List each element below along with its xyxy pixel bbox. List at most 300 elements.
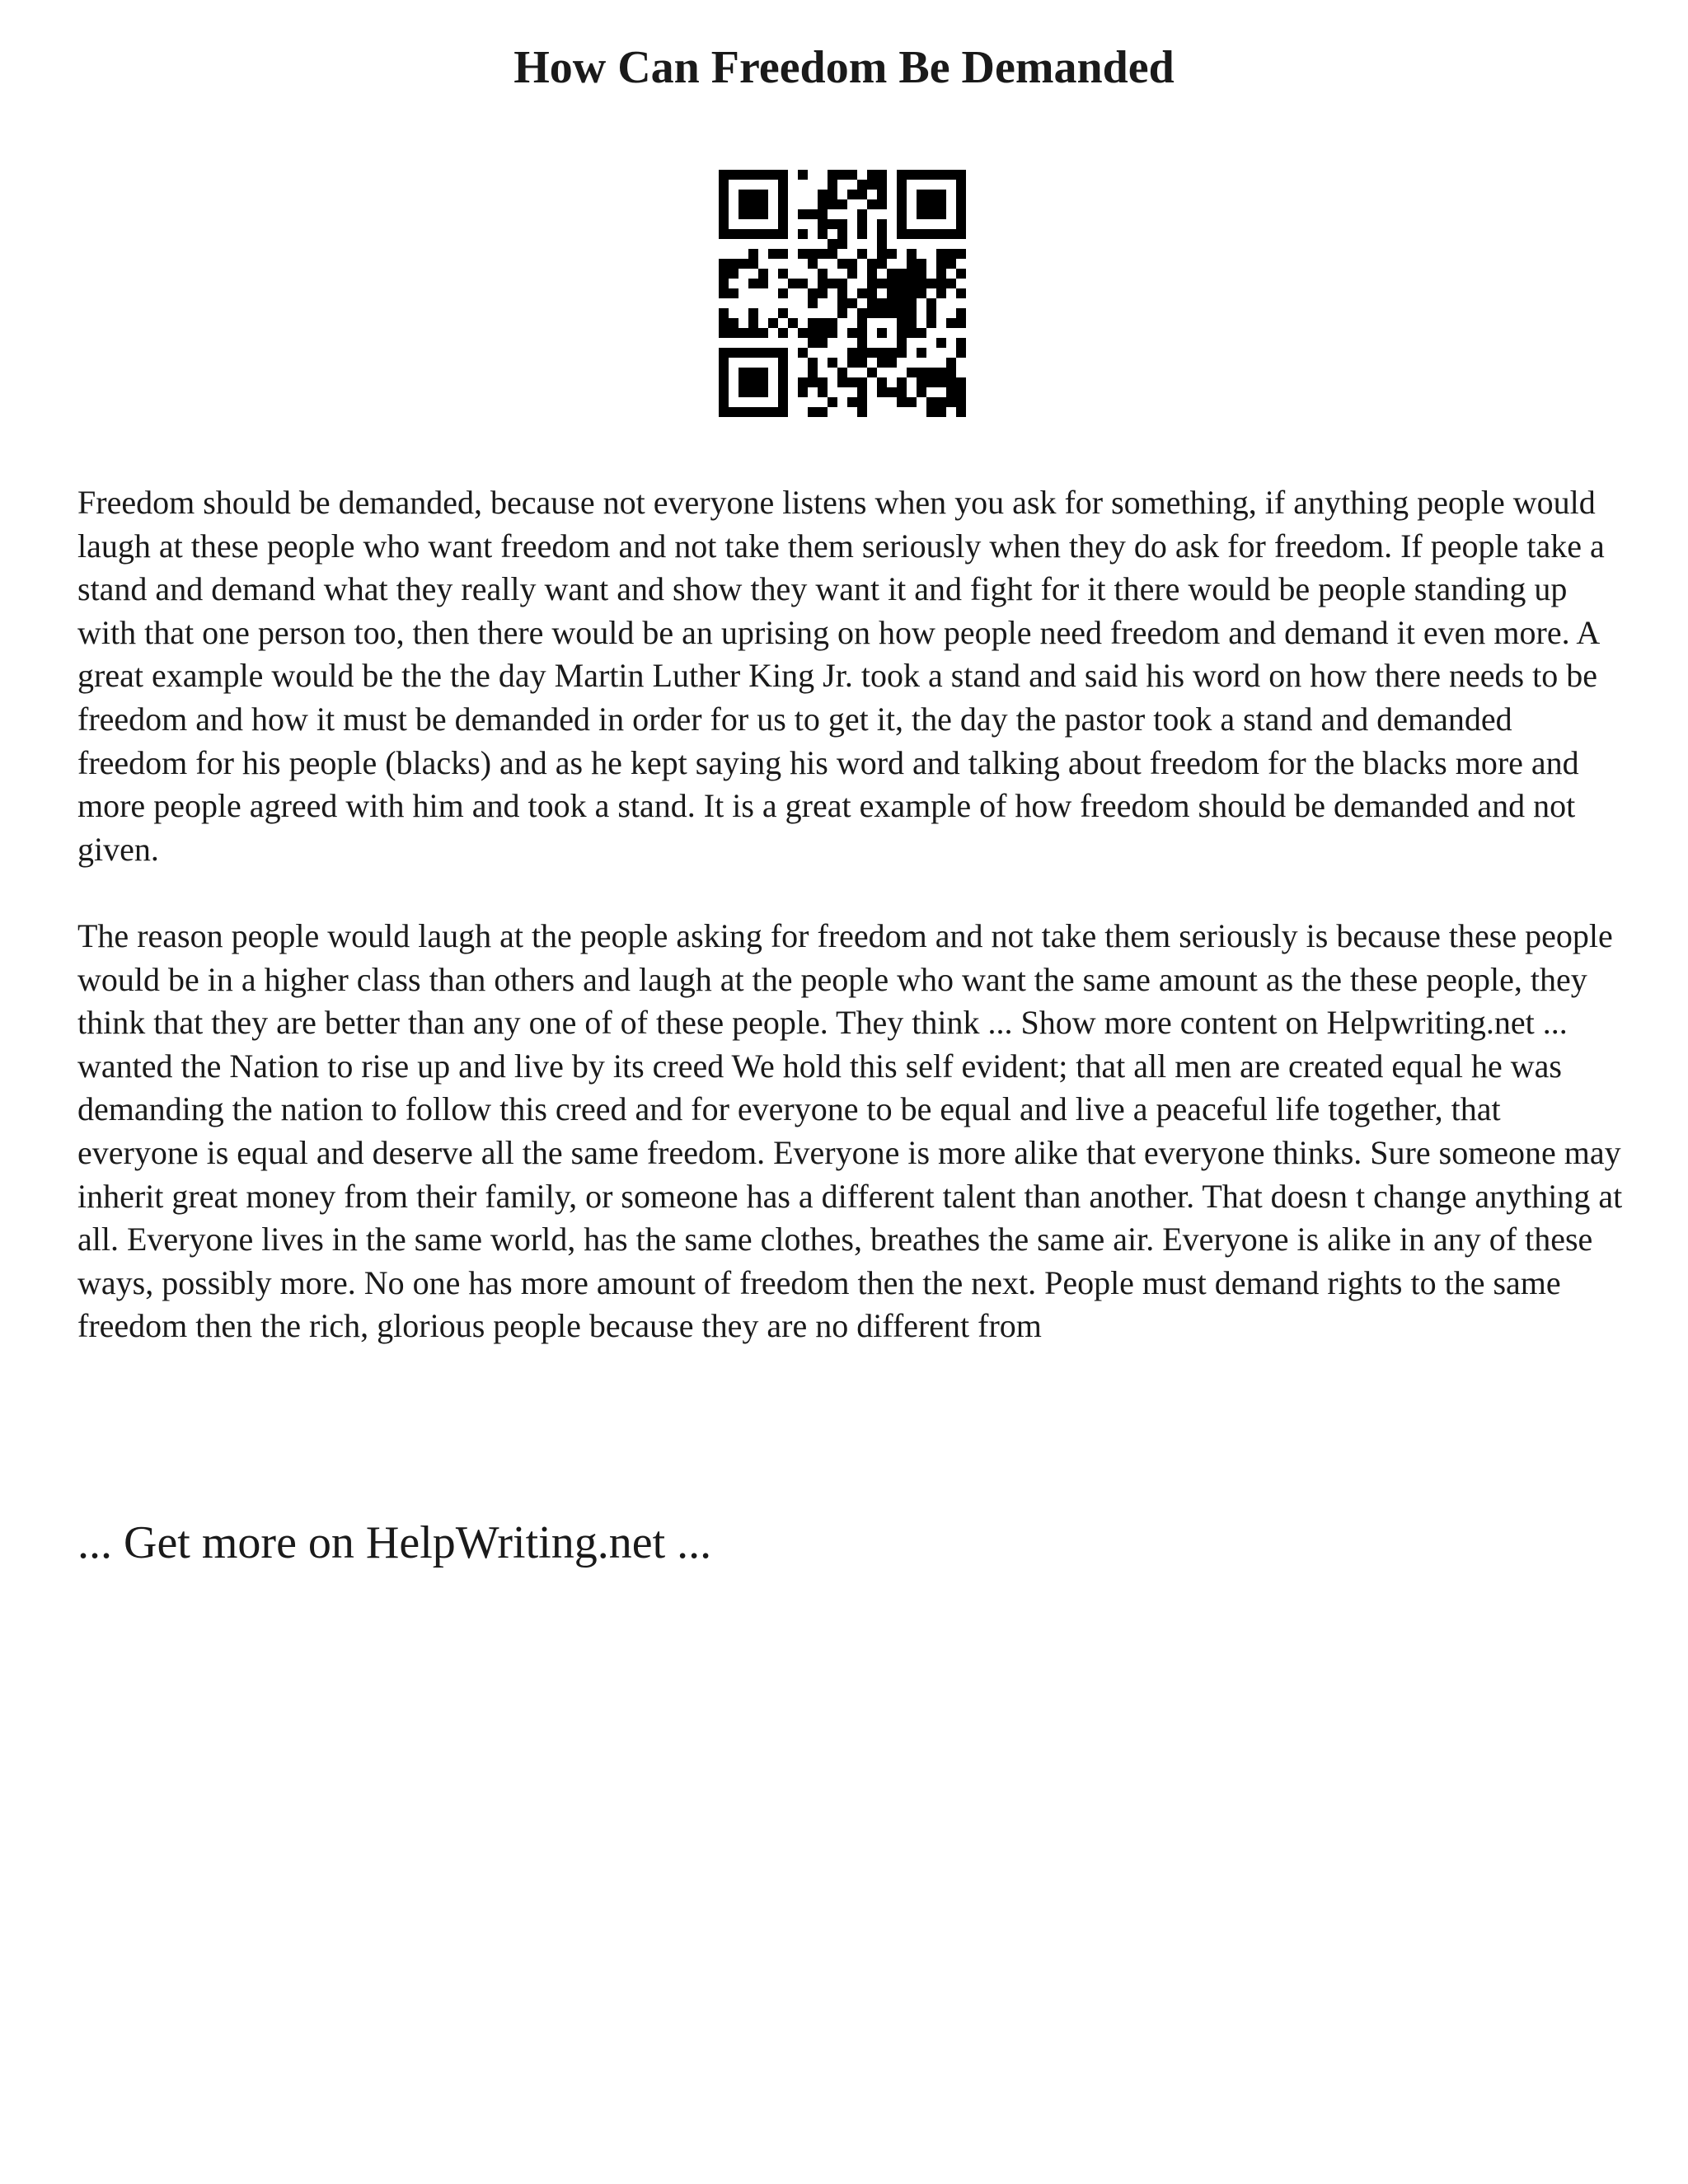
qr-module (828, 358, 837, 368)
qr-module (738, 387, 748, 397)
qr-module (837, 199, 847, 209)
qr-module (857, 387, 867, 397)
qr-module (798, 387, 808, 397)
qr-module (926, 407, 936, 417)
qr-module (808, 377, 818, 387)
qr-module (748, 377, 758, 387)
qr-module (917, 259, 926, 269)
qr-module (877, 279, 887, 288)
qr-module (847, 269, 857, 279)
qr-module (956, 397, 966, 407)
qr-module (946, 229, 956, 239)
qr-module (778, 377, 788, 387)
qr-module (857, 397, 867, 407)
qr-module (828, 190, 837, 199)
qr-module (818, 328, 828, 338)
qr-module (926, 397, 936, 407)
qr-module (917, 387, 926, 397)
qr-module (887, 249, 897, 259)
qr-module (936, 397, 946, 407)
qr-module (778, 190, 788, 199)
qr-module (719, 288, 729, 298)
page-title: How Can Freedom Be Demanded (513, 42, 1175, 93)
qr-module (808, 358, 818, 368)
paragraph-spacer (77, 871, 1627, 915)
qr-module (857, 328, 867, 338)
qr-module (887, 387, 897, 397)
qr-module (778, 249, 788, 259)
qr-module (857, 377, 867, 387)
qr-module (877, 328, 887, 338)
qr-module (798, 348, 808, 358)
qr-module (917, 269, 926, 279)
qr-module (719, 328, 729, 338)
qr-module (738, 190, 748, 199)
qr-module (818, 318, 828, 328)
qr-module (719, 308, 729, 318)
qr-module (946, 377, 956, 387)
qr-module (917, 190, 926, 199)
qr-module (887, 269, 897, 279)
qr-module (828, 180, 837, 190)
qr-module (936, 377, 946, 387)
qr-module (877, 180, 887, 190)
qr-module (897, 288, 907, 298)
qr-module (857, 318, 867, 328)
qr-module (758, 199, 768, 209)
qr-module (758, 328, 768, 338)
qr-module (818, 288, 828, 298)
qr-module (748, 318, 758, 328)
qr-module (946, 170, 956, 180)
qr-module (936, 288, 946, 298)
qr-module (758, 348, 768, 358)
qr-module (857, 358, 867, 368)
qr-module (956, 170, 966, 180)
qr-module (946, 358, 956, 368)
qr-module (719, 190, 729, 199)
qr-module (956, 348, 966, 358)
qr-module (857, 338, 867, 348)
qr-module (956, 387, 966, 397)
qr-module (808, 407, 818, 417)
qr-module (778, 180, 788, 190)
qr-module (956, 249, 966, 259)
qr-module (808, 288, 818, 298)
qr-module (857, 190, 867, 199)
qr-module (936, 279, 946, 288)
qr-module (926, 190, 936, 199)
qr-module (897, 219, 907, 229)
qr-module (857, 348, 867, 358)
qr-module (946, 259, 956, 269)
qr-module (738, 348, 748, 358)
qr-module (748, 387, 758, 397)
qr-module (887, 348, 897, 358)
qr-module (729, 259, 738, 269)
qr-module (946, 279, 956, 288)
qr-module (867, 298, 877, 308)
qr-module (837, 239, 847, 249)
qr-module (808, 338, 818, 348)
qr-module (828, 328, 837, 338)
qr-module (719, 229, 729, 239)
qr-module (729, 229, 738, 239)
qr-module (936, 249, 946, 259)
qr-module (867, 170, 877, 180)
qr-module (748, 170, 758, 180)
qr-module (818, 209, 828, 219)
qr-module (926, 368, 936, 377)
qr-module (837, 279, 847, 288)
qr-module (837, 219, 847, 229)
qr-module (897, 269, 907, 279)
qr-module (936, 199, 946, 209)
qr-module (897, 190, 907, 199)
qr-module (758, 190, 768, 199)
qr-module (936, 190, 946, 199)
qr-module (867, 180, 877, 190)
qr-module (837, 368, 847, 377)
qr-module (778, 328, 788, 338)
qr-module (936, 209, 946, 219)
qr-module (897, 318, 907, 328)
qr-module (877, 239, 887, 249)
qr-module (897, 209, 907, 219)
qr-module (818, 338, 828, 348)
qr-module (936, 338, 946, 348)
qr-module (956, 308, 966, 318)
qr-module (956, 269, 966, 279)
qr-module (946, 387, 956, 397)
qr-module (907, 298, 917, 308)
qr-module (857, 229, 867, 239)
qr-module (818, 199, 828, 209)
qr-module (956, 407, 966, 417)
qr-module (719, 199, 729, 209)
get-more-link[interactable]: ... Get more on HelpWriting.net ... (77, 1517, 712, 1568)
qr-module (956, 199, 966, 209)
qr-module (798, 229, 808, 239)
qr-module (847, 298, 857, 308)
qr-module (857, 180, 867, 190)
qr-module (907, 170, 917, 180)
qr-module (877, 348, 887, 358)
qr-module (847, 377, 857, 387)
qr-module (758, 407, 768, 417)
qr-module (887, 308, 897, 318)
qr-module (748, 348, 758, 358)
qr-module (828, 249, 837, 259)
qr-module (897, 180, 907, 190)
qr-module (926, 318, 936, 328)
qr-module (857, 308, 867, 318)
qr-module (917, 229, 926, 239)
qr-module (917, 328, 926, 338)
qr-module (719, 219, 729, 229)
qr-module (738, 377, 748, 387)
qr-module (907, 249, 917, 259)
paragraph-2: The reason people would laugh at the people asking for freedom and not take them seriously is because these people would be in a higher class than others and laugh at the people who want the same amount as the these people, they think that they are better than any one of of these people. They think ... Show more content on Helpwriting.net ... (77, 916, 1613, 1042)
qr-module (847, 348, 857, 358)
qr-module (867, 308, 877, 318)
qr-module (719, 170, 729, 180)
qr-module (808, 249, 818, 259)
qr-module (857, 249, 867, 259)
qr-module (778, 308, 788, 318)
qr-module (818, 229, 828, 239)
qr-module (778, 219, 788, 229)
qr-module (847, 259, 857, 269)
qr-module (926, 279, 936, 288)
qr-module (897, 397, 907, 407)
qr-module (877, 259, 887, 269)
qr-module (897, 199, 907, 209)
qr-module (719, 407, 729, 417)
qr-module (748, 229, 758, 239)
qr-module (877, 199, 887, 209)
qr-module (926, 308, 936, 318)
qr-module (857, 288, 867, 298)
qr-module (877, 387, 887, 397)
qr-module (956, 190, 966, 199)
qr-module (837, 229, 847, 239)
qr-module (828, 318, 837, 328)
paragraph-1: Freedom should be demanded, because not everyone listens when you ask for something, if anything people would laugh at these people who want freedom and not take them seriously when they do ask for freedom. If people take a stand and demand what they really want and show they want it and fight for it there would be people standing up with that one person too, then there would be an uprising on how people need freedom and demand it even more. A great example would be the the day Martin Luther King Jr. took a stand and said his word on how there needs to be freedom and how it must be demanded in order for us to get it, the day the pastor took a stand and demanded freedom for his people (blacks) and as he kept saying his word and talking about freedom for the blacks more and more people agreed with him and took a stand. It is a great example of how freedom should be demanded and not given. (77, 484, 1605, 868)
qr-module (729, 407, 738, 417)
qr-module (847, 190, 857, 199)
qr-module (887, 358, 897, 368)
qr-module (857, 407, 867, 417)
qr-module (798, 209, 808, 219)
qr-module (719, 209, 729, 219)
qr-module (877, 377, 887, 387)
qr-module (917, 348, 926, 358)
qr-module (936, 407, 946, 417)
qr-module (877, 308, 887, 318)
qr-module (936, 259, 946, 269)
qr-module (748, 308, 758, 318)
qr-module (837, 377, 847, 387)
qr-module (778, 368, 788, 377)
qr-module (837, 170, 847, 180)
qr-module (897, 338, 907, 348)
qr-module (946, 318, 956, 328)
qr-module (946, 368, 956, 377)
qr-module (758, 377, 768, 387)
qr-module (808, 318, 818, 328)
qr-module (946, 249, 956, 259)
qr-code-graphic (719, 170, 966, 417)
qr-module (917, 279, 926, 288)
qr-module (738, 368, 748, 377)
qr-module (926, 377, 936, 387)
qr-module (926, 199, 936, 209)
qr-module (828, 279, 837, 288)
qr-module (877, 358, 887, 368)
qr-code-icon[interactable] (719, 170, 966, 417)
qr-module (837, 288, 847, 298)
qr-module (926, 170, 936, 180)
qr-module (719, 318, 729, 328)
qr-module (897, 279, 907, 288)
qr-module (798, 377, 808, 387)
qr-module (818, 407, 828, 417)
qr-module (867, 279, 877, 288)
qr-module (778, 387, 788, 397)
qr-module (877, 249, 887, 259)
qr-module (719, 269, 729, 279)
qr-module (867, 199, 877, 209)
qr-module (828, 239, 837, 249)
qr-module (907, 288, 917, 298)
qr-module (719, 387, 729, 397)
qr-module (837, 308, 847, 318)
qr-module (956, 377, 966, 387)
qr-module (729, 348, 738, 358)
qr-module (778, 407, 788, 417)
qr-module (798, 170, 808, 180)
qr-module (738, 229, 748, 239)
qr-module (738, 407, 748, 417)
qr-module (867, 348, 877, 358)
qr-module (867, 269, 877, 279)
qr-module (897, 348, 907, 358)
qr-module (748, 407, 758, 417)
qr-module (907, 259, 917, 269)
qr-module (907, 318, 917, 328)
qr-module (729, 269, 738, 279)
qr-module (917, 288, 926, 298)
qr-module (936, 170, 946, 180)
qr-module (847, 328, 857, 338)
qr-module (897, 298, 907, 308)
qr-module (818, 279, 828, 288)
article-body (77, 481, 1627, 1348)
qr-module (877, 229, 887, 239)
qr-module (719, 368, 729, 377)
qr-module (936, 269, 946, 279)
qr-module (818, 219, 828, 229)
qr-module (867, 259, 877, 269)
qr-module (768, 229, 778, 239)
qr-module (719, 180, 729, 190)
qr-module (887, 298, 897, 308)
qr-module (926, 298, 936, 308)
qr-module (778, 358, 788, 368)
qr-module (719, 397, 729, 407)
qr-module (768, 249, 778, 259)
qr-module (719, 358, 729, 368)
qr-module (917, 199, 926, 209)
qr-module (758, 368, 768, 377)
qr-module (828, 170, 837, 180)
qr-module (837, 259, 847, 269)
qr-module (917, 368, 926, 377)
qr-module (917, 377, 926, 387)
qr-module (946, 397, 956, 407)
qr-module (936, 229, 946, 239)
qr-module (877, 170, 887, 180)
qr-module (778, 209, 788, 219)
qr-module (828, 397, 837, 407)
qr-module (907, 397, 917, 407)
qr-module (956, 338, 966, 348)
qr-module (828, 219, 837, 229)
qr-module (778, 199, 788, 209)
paragraph-3: wanted the Nation to rise up and live by its creed We hold this self evident; that all men are created equal he was demanding the nation to follow this creed and for everyone to be equal and live a peaceful life together, that everyone is equal and deserve all the same freedom. Everyone is more alike that everyone thinks. Sure someone may inherit great money from their family, or someone has a different talent than another. That doesn t change anything at all. Everyone lives in the same world, has the same clothes, breathes the same air. Everyone is alike in any of these ways, possibly more. No one has more amount of freedom then the next. People must demand rights to the same freedom then the rich, glorious people because they are no different from (77, 1047, 1623, 1345)
qr-module (798, 328, 808, 338)
qr-module (907, 279, 917, 288)
qr-module (738, 209, 748, 219)
qr-module (748, 249, 758, 259)
qr-module (936, 368, 946, 377)
qr-module (956, 288, 966, 298)
qr-module (719, 348, 729, 358)
qr-module (897, 328, 907, 338)
qr-module (897, 377, 907, 387)
qr-module (758, 209, 768, 219)
qr-module (758, 269, 768, 279)
qr-module (798, 249, 808, 259)
qr-module (867, 368, 877, 377)
qr-module (847, 397, 857, 407)
qr-module (926, 209, 936, 219)
qr-module (748, 259, 758, 269)
qr-module (768, 170, 778, 180)
qr-module (956, 318, 966, 328)
qr-module (719, 259, 729, 269)
qr-module (847, 358, 857, 368)
qr-module (788, 279, 798, 288)
qr-module (907, 308, 917, 318)
qr-module (857, 209, 867, 219)
qr-module (778, 229, 788, 239)
qr-module (877, 190, 887, 199)
qr-module (808, 259, 818, 269)
qr-module (897, 387, 907, 397)
qr-module (748, 209, 758, 219)
qr-module (748, 279, 758, 288)
qr-module (788, 318, 798, 328)
qr-module (768, 348, 778, 358)
qr-module (768, 407, 778, 417)
qr-module (877, 298, 887, 308)
qr-module (818, 190, 828, 199)
qr-module (748, 368, 758, 377)
qr-module (778, 170, 788, 180)
qr-module (956, 229, 966, 239)
qr-module (768, 318, 778, 328)
qr-module (798, 279, 808, 288)
qr-module (956, 219, 966, 229)
qr-module (738, 259, 748, 269)
qr-module (818, 377, 828, 387)
qr-module (917, 170, 926, 180)
qr-module (738, 328, 748, 338)
qr-module (808, 209, 818, 219)
qr-module (907, 328, 917, 338)
qr-module (729, 170, 738, 180)
qr-module (887, 279, 897, 288)
qr-module (877, 219, 887, 229)
qr-module (778, 397, 788, 407)
qr-module (857, 219, 867, 229)
qr-module (956, 209, 966, 219)
qr-module (897, 308, 907, 318)
qr-module (808, 328, 818, 338)
qr-module (719, 377, 729, 387)
